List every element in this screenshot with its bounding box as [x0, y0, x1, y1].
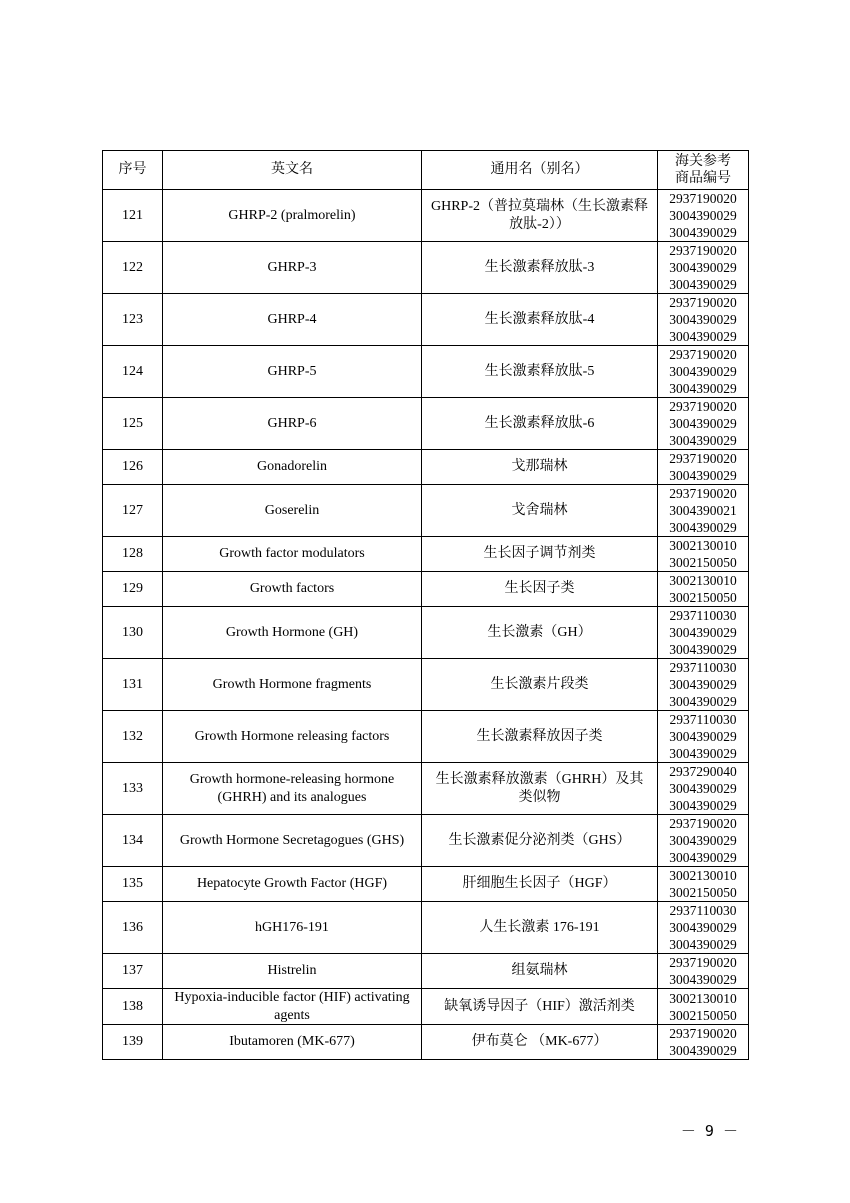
customs-code: 3004390029	[669, 277, 737, 292]
customs-code: 3002130010	[669, 868, 737, 883]
serial-number-cell: 128	[103, 537, 163, 572]
table-row	[103, 607, 749, 659]
customs-code: 3002130010	[669, 990, 737, 1006]
customs-code: 3004390029	[669, 381, 737, 396]
customs-code: 3004390029	[669, 920, 737, 935]
customs-code: 3004390029	[669, 798, 737, 813]
customs-code: 3004390029	[669, 694, 737, 709]
customs-code-cell	[658, 659, 749, 711]
customs-code-cell	[658, 989, 749, 1025]
common-name-cell: 生长激素片段类	[422, 659, 658, 711]
header-serial-number: 序号	[103, 151, 163, 190]
table-row	[103, 485, 749, 537]
table-row	[103, 763, 749, 815]
customs-code-cell	[658, 450, 749, 485]
customs-code: 3004390029	[669, 208, 737, 223]
table-row	[103, 242, 749, 294]
customs-code: 2937190020	[669, 955, 737, 970]
customs-code: 2937110030	[669, 903, 737, 918]
english-name-cell: Growth Hormone releasing factors	[163, 711, 422, 763]
table-row	[103, 989, 749, 1025]
table-row	[103, 398, 749, 450]
customs-code: 2937110030	[669, 712, 737, 727]
common-name-cell: 人生长激素 176-191	[422, 902, 658, 954]
english-name-cell: Growth Hormone Secretagogues (GHS)	[163, 815, 422, 867]
customs-code: 3004390029	[669, 260, 737, 275]
common-name-cell: 组氨瑞林	[422, 954, 658, 989]
english-name-cell: Goserelin	[163, 485, 422, 537]
customs-code: 3004390029	[669, 364, 737, 379]
table-row	[103, 659, 749, 711]
customs-code: 3004390029	[669, 677, 737, 692]
customs-code: 3004390029	[669, 781, 737, 796]
serial-number-cell: 134	[103, 815, 163, 867]
customs-code-cell	[658, 867, 749, 902]
english-name-cell: Growth Hormone fragments	[163, 659, 422, 711]
customs-code: 3002150050	[669, 885, 737, 900]
customs-code: 3004390029	[669, 746, 737, 761]
english-name-cell: Hypoxia-inducible factor (HIF) activating agents	[163, 989, 422, 1025]
customs-code: 3004390029	[669, 433, 737, 448]
table-row	[103, 346, 749, 398]
customs-code: 3004390029	[669, 937, 737, 952]
serial-number-cell: 126	[103, 450, 163, 485]
customs-code: 2937190020	[669, 451, 737, 466]
english-name-cell: GHRP-4	[163, 294, 422, 346]
header-english-name: 英文名	[163, 151, 422, 190]
customs-code: 3004390029	[669, 468, 737, 483]
common-name-cell: 戈那瑞林	[422, 450, 658, 485]
serial-number-cell: 137	[103, 954, 163, 989]
customs-code: 2937110030	[669, 608, 737, 623]
customs-code: 3004390029	[669, 850, 737, 865]
customs-code: 2937190020	[669, 486, 737, 501]
customs-code: 2937190020	[669, 399, 737, 414]
serial-number-cell: 133	[103, 763, 163, 815]
serial-number-cell: 127	[103, 485, 163, 537]
customs-code: 3004390029	[669, 520, 737, 535]
serial-number-cell: 124	[103, 346, 163, 398]
customs-code-cell	[658, 763, 749, 815]
english-name-cell: Hepatocyte Growth Factor (HGF)	[163, 867, 422, 902]
english-name-cell: Growth factors	[163, 572, 422, 607]
english-name-cell: Histrelin	[163, 954, 422, 989]
customs-code: 2937190020	[669, 295, 737, 310]
customs-code-cell	[658, 1025, 749, 1060]
english-name-cell: Growth factor modulators	[163, 537, 422, 572]
serial-number-cell: 132	[103, 711, 163, 763]
customs-code: 3004390029	[669, 416, 737, 431]
customs-code: 2937290040	[669, 764, 737, 779]
serial-number-cell: 129	[103, 572, 163, 607]
english-name-cell: GHRP-3	[163, 242, 422, 294]
customs-code-cell	[658, 902, 749, 954]
common-name-cell: 缺氧诱导因子（HIF）激活剂类	[422, 989, 658, 1025]
serial-number-cell: 131	[103, 659, 163, 711]
table-row	[103, 190, 749, 242]
header-customs-code-line: 商品编号	[675, 171, 731, 186]
serial-number-cell: 122	[103, 242, 163, 294]
english-name-cell: GHRP-6	[163, 398, 422, 450]
common-name-cell: 生长因子调节剂类	[422, 537, 658, 572]
customs-code: 3002130010	[669, 573, 737, 588]
customs-code-cell	[658, 711, 749, 763]
page-number: － 9 －	[680, 1122, 738, 1140]
table-row	[103, 1025, 749, 1060]
table-row	[103, 815, 749, 867]
serial-number-cell: 138	[103, 989, 163, 1025]
customs-code-cell	[658, 398, 749, 450]
table-row	[103, 867, 749, 902]
common-name-cell: 肝细胞生长因子（HGF）	[422, 867, 658, 902]
serial-number-cell: 135	[103, 867, 163, 902]
customs-code: 2937190020	[669, 347, 737, 362]
customs-code-cell	[658, 485, 749, 537]
drug-list-table	[102, 150, 749, 1060]
common-name-cell: 生长激素促分泌剂类（GHS）	[422, 815, 658, 867]
serial-number-cell: 139	[103, 1025, 163, 1060]
table-row	[103, 711, 749, 763]
header-customs-code-line: 海关参考	[675, 153, 731, 169]
customs-code: 3002150050	[669, 555, 737, 570]
customs-code-cell	[658, 346, 749, 398]
customs-code: 3004390029	[669, 833, 737, 848]
common-name-cell: 生长激素释放肽-4	[422, 294, 658, 346]
table-row	[103, 294, 749, 346]
table-row	[103, 572, 749, 607]
customs-code: 2937110030	[669, 660, 737, 675]
english-name-cell: Growth hormone-releasing hormone (GHRH) and its analogues	[163, 763, 422, 815]
customs-code: 3004390029	[669, 225, 737, 240]
english-name-cell: Gonadorelin	[163, 450, 422, 485]
common-name-cell: 生长激素释放肽-3	[422, 242, 658, 294]
common-name-cell: 生长激素释放肽-6	[422, 398, 658, 450]
customs-code-cell	[658, 572, 749, 607]
header-common-name: 通用名（别名）	[422, 151, 658, 190]
customs-code: 3004390029	[669, 625, 737, 640]
customs-code-cell	[658, 815, 749, 867]
table-header-row	[103, 151, 749, 190]
customs-code: 3002150050	[669, 590, 737, 605]
english-name-cell: hGH176-191	[163, 902, 422, 954]
customs-code: 3004390029	[669, 329, 737, 344]
common-name-cell: GHRP-2（普拉莫瑞林（生长激素释放肽-2））	[422, 190, 658, 242]
customs-code-cell	[658, 294, 749, 346]
customs-code: 3004390029	[669, 1043, 737, 1058]
common-name-cell: 生长因子类	[422, 572, 658, 607]
english-name-cell: GHRP-5	[163, 346, 422, 398]
customs-code: 3002130010	[669, 538, 737, 553]
english-name-cell: Growth Hormone (GH)	[163, 607, 422, 659]
customs-code-cell	[658, 242, 749, 294]
customs-code-cell	[658, 190, 749, 242]
serial-number-cell: 136	[103, 902, 163, 954]
customs-code: 3002150050	[669, 1007, 737, 1023]
header-customs-code	[658, 151, 749, 190]
customs-code-cell	[658, 607, 749, 659]
common-name-cell: 伊布莫仑 （MK-677）	[422, 1025, 658, 1060]
common-name-cell: 生长激素释放因子类	[422, 711, 658, 763]
customs-code: 3004390029	[669, 312, 737, 327]
common-name-cell: 戈舍瑞林	[422, 485, 658, 537]
table-row	[103, 954, 749, 989]
table-row	[103, 450, 749, 485]
table-row	[103, 902, 749, 954]
table-row	[103, 537, 749, 572]
customs-code: 2937190020	[669, 191, 737, 206]
english-name-cell: Ibutamoren (MK-677)	[163, 1025, 422, 1060]
customs-code-cell	[658, 537, 749, 572]
customs-code: 2937190020	[669, 1026, 737, 1041]
serial-number-cell: 121	[103, 190, 163, 242]
english-name-cell: GHRP-2 (pralmorelin)	[163, 190, 422, 242]
common-name-cell: 生长激素释放肽-5	[422, 346, 658, 398]
serial-number-cell: 125	[103, 398, 163, 450]
common-name-cell: 生长激素释放激素（GHRH）及其类似物	[422, 763, 658, 815]
customs-code-cell	[658, 954, 749, 989]
customs-code: 3004390029	[669, 729, 737, 744]
customs-code: 3004390021	[669, 503, 737, 518]
table-body	[103, 190, 749, 1060]
customs-code: 3004390029	[669, 972, 737, 987]
common-name-cell: 生长激素（GH）	[422, 607, 658, 659]
customs-code: 2937190020	[669, 243, 737, 258]
customs-code: 3004390029	[669, 642, 737, 657]
serial-number-cell: 130	[103, 607, 163, 659]
serial-number-cell: 123	[103, 294, 163, 346]
customs-code: 2937190020	[669, 816, 737, 831]
